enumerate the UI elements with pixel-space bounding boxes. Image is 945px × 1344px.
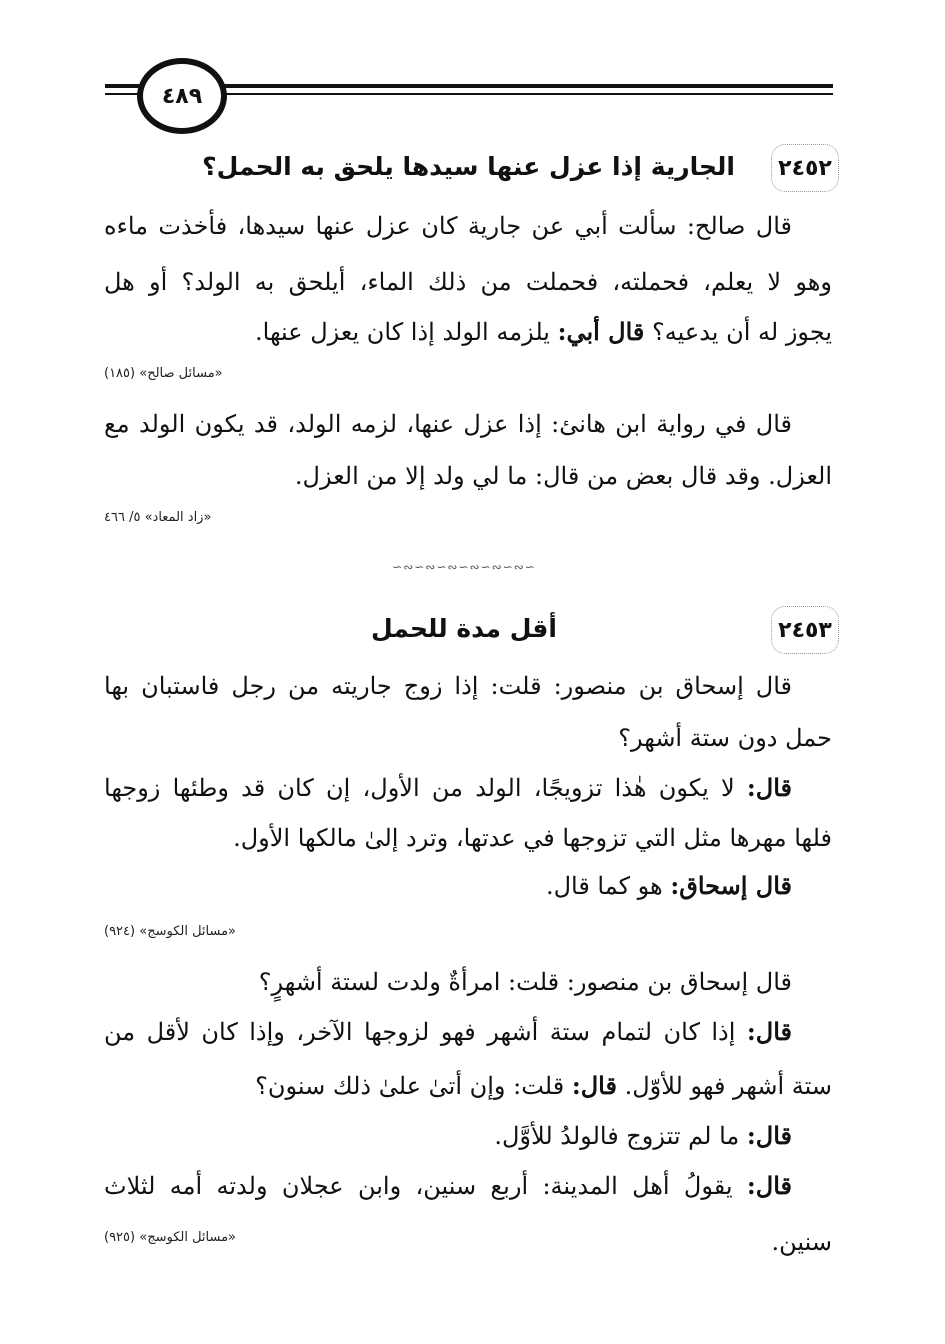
text-line bbox=[104, 312, 832, 352]
text-fragment: هو كما قال. bbox=[545, 872, 663, 900]
section-title-2452: الجارية إذا عزل عنها سيدها يلحق به الحمل؟ bbox=[202, 152, 735, 181]
text-fragment: ستة أشهر فهو للأوّل. bbox=[624, 1072, 832, 1100]
source-citation: «مسائل الكوسج» (٩٢٤) bbox=[104, 924, 237, 939]
source-citation: «مسائل الكوسج» (٩٢٥) bbox=[104, 1230, 237, 1245]
text-line: قال إسحاق بن منصور: قلت: إذا زوج جاريته من رجل فاستبان بها bbox=[104, 672, 792, 700]
section-number-2453: ٢٤٥٣ bbox=[765, 604, 845, 656]
text-line bbox=[104, 1116, 832, 1156]
header-rule-left-thin bbox=[105, 93, 139, 95]
text-line bbox=[104, 768, 832, 808]
text-line: سنين. bbox=[771, 1228, 832, 1256]
text-line: العزل. وقد قال بعض من قال: ما لي ولد إلا من العزل. bbox=[294, 462, 832, 490]
section-divider-ornament: ∽∾∽∾∽∾∽∾∽∾∽∾∽ bbox=[392, 560, 536, 574]
text-fragment: ما لم تتزوج فالولدُ للأوَّل. bbox=[494, 1122, 740, 1150]
text-line: قال إسحاق بن منصور: قلت: امرأةٌ ولدت لستة أشهرٍ؟ bbox=[258, 968, 792, 996]
speaker-label: قال: bbox=[746, 773, 792, 802]
text-line: فلها مهرها مثل التي تزوجها في عدتها، وترد إلىٰ مالكها الأول. bbox=[233, 824, 832, 852]
text-line bbox=[104, 1012, 832, 1052]
section-number-2452: ٢٤٥٢ bbox=[765, 142, 845, 194]
header-rule-right-thin bbox=[215, 93, 833, 95]
section-title-2453: أقل مدة للحمل bbox=[370, 614, 557, 643]
source-citation: «مسائل صالح» (١٨٥) bbox=[104, 366, 223, 381]
text-fragment: يجوز له أن يدعيه؟ bbox=[652, 318, 832, 346]
text-line: قال في رواية ابن هانئ: إذا عزل عنها، لزمه الولد، قد يكون الولد مع bbox=[104, 410, 792, 438]
speaker-label: قال: bbox=[746, 1121, 792, 1150]
text-line bbox=[104, 1066, 832, 1106]
header-rule-right bbox=[215, 84, 833, 88]
text-line: قال صالح: سألت أبي عن جارية كان عزل عنها سيدها، فأخذت ماءه bbox=[104, 212, 792, 240]
speaker-label: قال: bbox=[571, 1071, 617, 1100]
text-line bbox=[104, 1166, 832, 1206]
text-line: حمل دون ستة أشهر؟ bbox=[618, 724, 832, 752]
text-fragment: يقولُ أهل المدينة: أربع سنين، وابن عجلان ولدته أمه لثلاث bbox=[104, 1172, 733, 1200]
text-fragment: لا يكون هٰذا تزويجًا، الولد من الأول، إن كان قد وطئها زوجها bbox=[104, 774, 735, 802]
text-line: وهو لا يعلم، فحملته، فحملت من ذلك الماء، أيلحق به الولد؟ أو هل bbox=[104, 268, 832, 296]
page-number: ٤٨٩ bbox=[137, 58, 227, 134]
speaker-label: قال: bbox=[746, 1017, 792, 1046]
text-fragment: يلزمه الولد إذا كان يعزل عنها. bbox=[255, 318, 550, 346]
text-line bbox=[104, 866, 832, 906]
source-citation: «زاد المعاد» ٥/ ٤٦٦ bbox=[104, 510, 212, 525]
speaker-label: قال أبي: bbox=[557, 317, 645, 346]
text-fragment: قلت: وإن أتىٰ علىٰ ذلك سنون؟ bbox=[255, 1072, 565, 1100]
header-rule-left bbox=[105, 84, 139, 88]
text-fragment: إذا كان لتمام ستة أشهر فهو لزوجها الآخر، وإذا كان لأقل من bbox=[104, 1018, 736, 1046]
speaker-label: قال إسحاق: bbox=[670, 871, 792, 900]
speaker-label: قال: bbox=[746, 1171, 792, 1200]
